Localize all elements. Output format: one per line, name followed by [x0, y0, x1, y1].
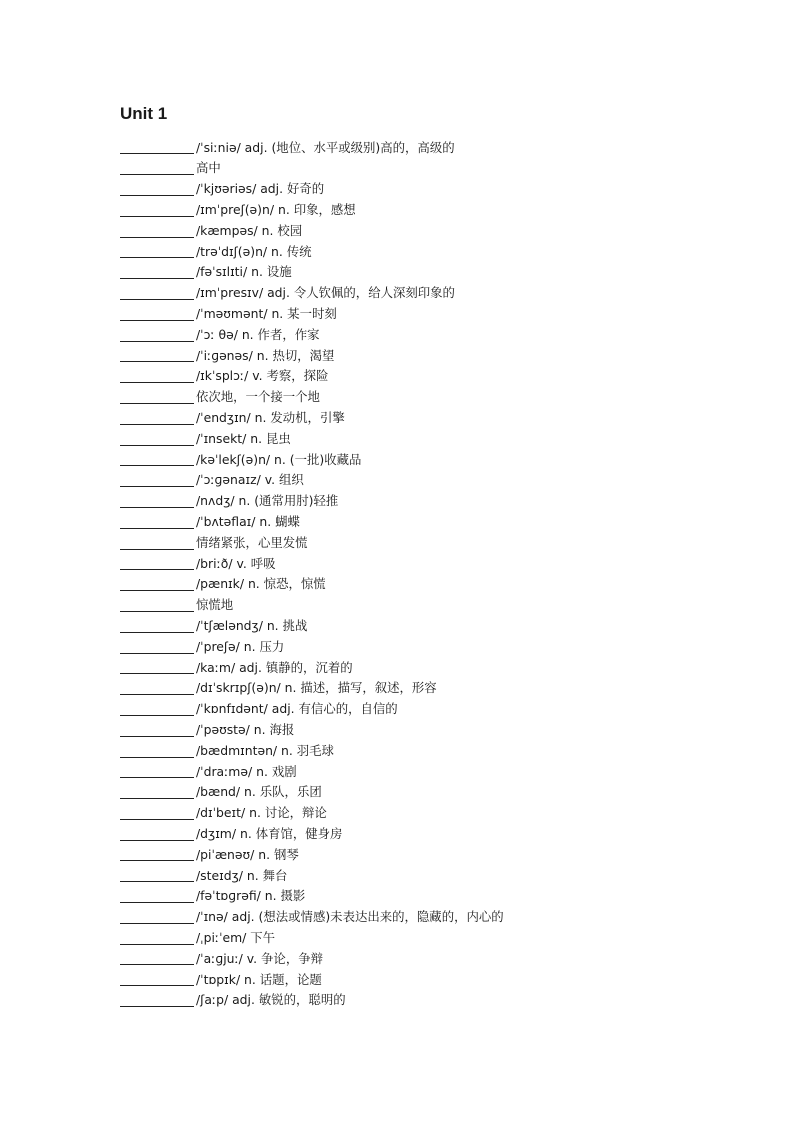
- vocab-entry: [120, 283, 780, 304]
- answer-blank: [120, 537, 194, 550]
- vocab-entry: [120, 595, 780, 616]
- vocab-definition: /bædmɪntən/ n. 羽毛球: [196, 742, 334, 758]
- vocab-entry: [120, 803, 780, 824]
- answer-blank: [120, 225, 194, 238]
- answer-blank: [120, 869, 194, 882]
- vocab-entry: [120, 553, 780, 574]
- vocab-definition: /pænɪk/ n. 惊恐，惊慌: [196, 576, 326, 592]
- vocab-entry: [120, 969, 780, 990]
- vocab-definition: /ʃaːp/ adj. 敏锐的，聪明的: [196, 992, 346, 1008]
- answer-blank: [120, 641, 194, 654]
- vocab-definition: /ˈɔː θə/ n. 作者，作家: [196, 326, 320, 342]
- vocab-definition: /dʒɪm/ n. 体育馆，健身房: [196, 825, 343, 841]
- vocab-entry: [120, 449, 780, 470]
- answer-blank: [120, 266, 194, 279]
- vocab-definition: /ɪkˈsplɔː/ v. 考察，探险: [196, 368, 329, 384]
- answer-blank: [120, 495, 194, 508]
- answer-blank: [120, 932, 194, 945]
- vocab-entry: [120, 928, 780, 949]
- vocab-entry: [120, 533, 780, 554]
- answer-blank: [120, 412, 194, 425]
- vocab-entry: [120, 720, 780, 741]
- vocab-definition: /ˈɪnsekt/ n. 昆虫: [196, 430, 291, 446]
- vocab-entry: [120, 366, 780, 387]
- vocab-definition: 依次地，一个接一个地: [196, 389, 320, 405]
- answer-blank: [120, 516, 194, 529]
- vocab-entry: [120, 241, 780, 262]
- answer-blank: [120, 391, 194, 404]
- answer-blank: [120, 848, 194, 861]
- answer-blank: [120, 370, 194, 383]
- vocab-entry: [120, 429, 780, 450]
- vocab-definition: /steɪdʒ/ n. 舞台: [196, 867, 288, 883]
- vocab-definition: /ˈkjʊəriəs/ adj. 好奇的: [196, 181, 325, 197]
- vocab-definition: /kæmpəs/ n. 校园: [196, 222, 303, 238]
- vocab-entry: [120, 678, 780, 699]
- vocab-entry: [120, 158, 780, 179]
- vocab-definition: /piˈænəʊ/ n. 钢琴: [196, 846, 299, 862]
- page-title: Unit 1: [120, 104, 168, 123]
- answer-blank: [120, 599, 194, 612]
- vocab-entry: [120, 616, 780, 637]
- vocab-definition: /ˈɔːɡənaɪz/ v. 组织: [196, 472, 304, 488]
- vocab-list: [120, 138, 780, 1011]
- answer-blank: [120, 765, 194, 778]
- vocab-entry: [120, 782, 780, 803]
- vocab-definition: 情绪紧张，心里发慌: [196, 534, 308, 550]
- answer-blank: [120, 204, 194, 217]
- vocab-entry: [120, 761, 780, 782]
- vocab-definition: /fəˈsɪlɪti/ n. 设施: [196, 264, 292, 280]
- answer-blank: [120, 682, 194, 695]
- answer-blank: [120, 245, 194, 258]
- answer-blank: [120, 329, 194, 342]
- vocab-entry: [120, 387, 780, 408]
- answer-blank: [120, 349, 194, 362]
- answer-blank: [120, 703, 194, 716]
- answer-blank: [120, 453, 194, 466]
- vocab-definition: 高中: [196, 160, 221, 176]
- vocab-definition: /nʌdʒ/ n. (通常用肘)轻推: [196, 493, 339, 509]
- answer-blank: [120, 287, 194, 300]
- answer-blank: [120, 474, 194, 487]
- vocab-definition: /fəˈtɒɡrəfi/ n. 摄影: [196, 888, 306, 904]
- answer-blank: [120, 994, 194, 1007]
- vocab-entry: [120, 699, 780, 720]
- vocab-entry: [120, 574, 780, 595]
- vocab-definition: /ˈpəʊstə/ n. 海报: [196, 722, 295, 737]
- vocab-definition: /ˈkɒnfɪdənt/ adj. 有信心的，自信的: [196, 701, 398, 717]
- vocab-definition: /dɪˈbeɪt/ n. 讨论，辩论: [196, 805, 327, 821]
- answer-blank: [120, 973, 194, 986]
- vocab-definition: /trəˈdɪʃ(ə)n/ n. 传统: [196, 243, 312, 259]
- answer-blank: [120, 620, 194, 633]
- vocab-definition: /ˈɪnə/ adj. (想法或情感)未表达出来的，隐藏的，内心的: [196, 909, 504, 925]
- vocab-entry: [120, 138, 780, 159]
- vocab-definition: /ˈdraːmə/ n. 戏剧: [196, 763, 297, 779]
- vocab-definition: 惊慌地: [196, 597, 234, 613]
- answer-blank: [120, 661, 194, 674]
- vocab-definition: /ˈməʊmənt/ n. 某一时刻: [196, 306, 337, 322]
- vocab-entry: [120, 907, 780, 928]
- answer-blank: [120, 578, 194, 591]
- vocab-definition: /ɪmˈpreʃ(ə)n/ n. 印象，感想: [196, 202, 356, 218]
- vocab-definition: /kaːm/ adj. 镇静的，沉着的: [196, 659, 353, 675]
- vocab-entry: [120, 824, 780, 845]
- vocab-entry: [120, 990, 780, 1011]
- answer-blank: [120, 786, 194, 799]
- vocab-definition: /ˈiːɡənəs/ n. 热切，渴望: [196, 347, 335, 363]
- vocab-entry: [120, 179, 780, 200]
- vocab-entry: [120, 491, 780, 512]
- vocab-entry: [120, 408, 780, 429]
- vocab-definition: /briːð/ v. 呼吸: [196, 555, 276, 571]
- vocab-definition: /bænd/ n. 乐队，乐团: [196, 784, 322, 800]
- answer-blank: [120, 745, 194, 758]
- vocab-definition: /ˈtɒpɪk/ n. 话题，论题: [196, 971, 322, 987]
- vocab-entry: [120, 637, 780, 658]
- answer-blank: [120, 890, 194, 903]
- vocab-entry: [120, 325, 780, 346]
- answer-blank: [120, 557, 194, 570]
- vocab-definition: /dɪˈskrɪpʃ(ə)n/ n. 描述，描写，叙述，形容: [196, 680, 437, 696]
- answer-blank: [120, 828, 194, 841]
- answer-blank: [120, 141, 194, 154]
- vocab-entry: [120, 221, 780, 242]
- answer-blank: [120, 433, 194, 446]
- answer-blank: [120, 952, 194, 965]
- vocab-entry: [120, 949, 780, 970]
- answer-blank: [120, 807, 194, 820]
- vocab-definition: /ˈtʃæləndʒ/ n. 挑战: [196, 618, 308, 634]
- vocab-entry: [120, 845, 780, 866]
- vocab-definition: /kəˈlekʃ(ə)n/ n. (一批)收藏品: [196, 451, 362, 467]
- vocab-entry: [120, 470, 780, 491]
- vocab-definition: /ˈsiːniə/ adj. (地位、水平或级别)高的，高级的: [196, 139, 455, 155]
- vocab-definition: /ˈaːɡjuː/ v. 争论，争辩: [196, 950, 323, 966]
- vocab-definition: /ˈbʌtəflaɪ/ n. 蝴蝶: [196, 514, 300, 530]
- vocab-entry: [120, 512, 780, 533]
- vocab-definition: /ˈendʒɪn/ n. 发动机，引擎: [196, 410, 345, 426]
- vocab-entry: [120, 304, 780, 325]
- vocab-entry: [120, 200, 780, 221]
- vocab-entry: [120, 262, 780, 283]
- vocab-definition: /ˈpreʃə/ n. 压力: [196, 638, 285, 654]
- vocab-definition: /ˌpiːˈem/ 下午: [196, 929, 276, 945]
- vocab-entry: [120, 865, 780, 886]
- answer-blank: [120, 162, 194, 175]
- answer-blank: [120, 183, 194, 196]
- answer-blank: [120, 911, 194, 924]
- vocab-entry: [120, 345, 780, 366]
- answer-blank: [120, 308, 194, 321]
- vocab-definition: /ɪmˈpresɪv/ adj. 令人钦佩的，给人深刻印象的: [196, 285, 455, 301]
- answer-blank: [120, 724, 194, 737]
- vocab-entry: [120, 657, 780, 678]
- vocab-entry: [120, 741, 780, 762]
- vocab-entry: [120, 886, 780, 907]
